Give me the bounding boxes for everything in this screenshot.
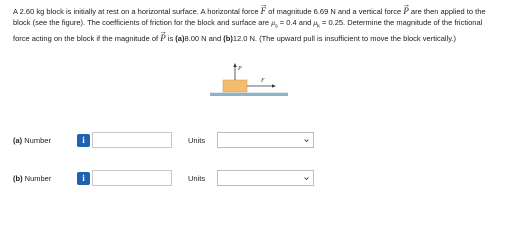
mu-s-subscript: s: [274, 23, 278, 30]
part-a-value: 8.00 N and: [184, 34, 224, 44]
p-label: P: [238, 66, 242, 72]
f-label: F: [261, 78, 265, 84]
problem-text-1: A 2.60 kg block is initially at rest on a horizontal surface. A horizontal force: [13, 7, 261, 16]
part-a-row: [0, 131, 507, 151]
part-a-number-input[interactable]: [92, 132, 172, 148]
part-a-tag: (a): [175, 34, 185, 44]
p-arrow-head: [233, 63, 236, 67]
problem-text-2: of magnitude 6.69 N and a vertical force: [266, 7, 404, 16]
part-b-number-label: Number: [24, 174, 52, 183]
info-icon[interactable]: i: [77, 134, 90, 147]
part-b-letter: (b): [13, 174, 23, 183]
f-arrow-head: [272, 84, 276, 87]
problem-text: [13, 6, 497, 45]
force-p-symbol-2: → P: [160, 33, 166, 43]
problem-statement: [13, 6, 497, 45]
part-a-number-label: Number: [24, 136, 51, 145]
force-p-symbol: → P: [403, 6, 409, 16]
problem-text-4: is: [165, 34, 176, 44]
mu-k-value: = 0.25. Determine the magnitude of the frictional force acting on the block if the magnitude of: [13, 18, 483, 44]
mu-k-symbol: μ: [313, 18, 318, 28]
part-b-label: [13, 174, 51, 183]
part-a-letter: (a): [13, 136, 23, 145]
surface-top: [210, 92, 288, 93]
part-a-label: [13, 136, 51, 145]
block-force-figure[interactable]: [208, 58, 288, 102]
part-b-units-select[interactable]: [217, 170, 314, 186]
block: [223, 80, 247, 92]
surface: [210, 93, 288, 96]
part-b-number-input[interactable]: [92, 170, 172, 186]
part-b-tag: (b): [223, 34, 233, 44]
info-icon[interactable]: i: [77, 172, 90, 185]
part-b-row: [0, 169, 507, 189]
part-b-units-label: Units: [188, 174, 206, 183]
force-f-symbol: → F: [261, 6, 267, 16]
chevron-down-icon: [304, 138, 309, 143]
mu-s-value: = 0.4 and: [277, 18, 314, 28]
chevron-down-icon: [304, 176, 309, 181]
mu-k-subscript: k: [317, 23, 320, 30]
part-b-value: 12.0 N. (The upward pull is insufficient to move the block vertically.): [232, 34, 456, 44]
mu-s-symbol: μ: [271, 18, 275, 28]
part-a-units-select[interactable]: [217, 132, 314, 148]
part-a-units-label: Units: [188, 136, 206, 145]
problem-text-3: are then applied to the block (see the figure). The coefficients of friction for the block and surface are: [13, 7, 486, 28]
